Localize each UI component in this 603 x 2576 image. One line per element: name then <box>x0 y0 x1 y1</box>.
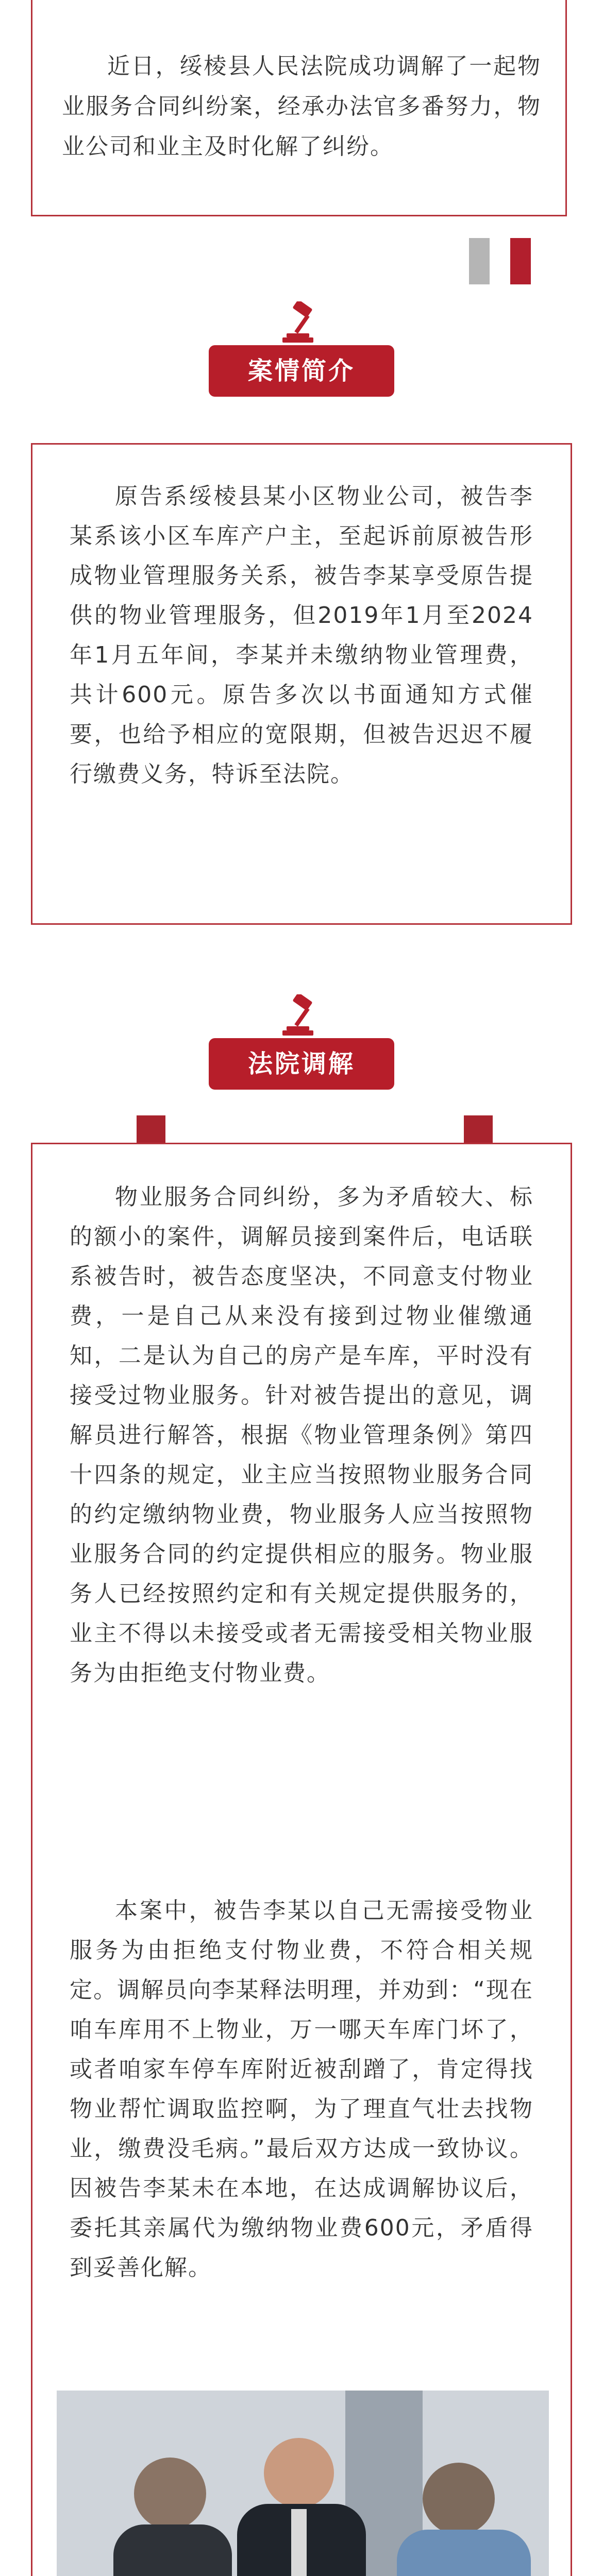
gavel-icon <box>273 301 330 348</box>
decor-gray-bar <box>469 238 490 284</box>
mediation-photo <box>57 2391 549 2576</box>
section-title-mediation: 法院调解 <box>247 1049 355 1078</box>
case-summary-text: 原告系绥棱县某小区物业公司，被告李某系该小区车库产户主，至起诉前原被告形成物业管理服务关系，被告李某享受原告提供的物业管理服务，但2019年1月至2024年1月五年间，李某并未缴纳物业管理费，共计600元。原告多次以书面通知方式催要，也给予相应的宽限期，但被告迟迟不履行缴费义务，特诉至法院。 <box>70 483 533 787</box>
intro-paragraph: 近日，绥棱县人民法院成功调解了一起物业服务合同纠纷案，经承办法官多番努力，物业公司和业主及时化解了纠纷。 <box>62 53 541 160</box>
mediation-photo-illustration <box>57 2391 549 2576</box>
mediation-paragraph-2: 本案中，被告李某以自己无需接受物业服务为由拒绝支付物业费，不符合相关规定。调解员向李某释法明理，并劝到：“现在咱车库用不上物业，万一哪天车库门坏了，或者咱家车停车库附近被刮蹭了，肯定得找物业帮忙调取监控啊，为了理直气壮去找物业，缴费没毛病。”最后双方达成一致协议。因被告李某未在本地，在达成调解协议后，委托其亲属代为缴纳物业费600元，矛盾得到妥善化解。 <box>70 1897 533 2281</box>
gavel-icon <box>273 994 330 1041</box>
section-title-case-summary: 案情简介 <box>247 357 355 385</box>
decor-red-bar <box>510 238 531 284</box>
decor-tag-right <box>464 1115 493 1143</box>
mediation-paragraph-1: 物业服务合同纠纷，多为矛盾较大、标的额小的案件，调解员接到案件后，电话联系被告时，被告态度坚决，不同意支付物业费，一是自己从来没有接到过物业催缴通知，二是认为自己的房产是车库，平时没有接受过物业服务。针对被告提出的意见，调解员进行解答，根据《物业管理条例》第四十四条的规定，业主应当按照物业服务合同的约定缴纳物业费，物业服务人应当按照物业服务合同的约定提供相应的服务。物业服务人已经按照约定和有关规定提供服务的，业主不得以未接受或者无需接受相关物业服务为由拒绝支付物业费。 <box>70 1184 533 1686</box>
decor-tag-left <box>137 1115 165 1143</box>
